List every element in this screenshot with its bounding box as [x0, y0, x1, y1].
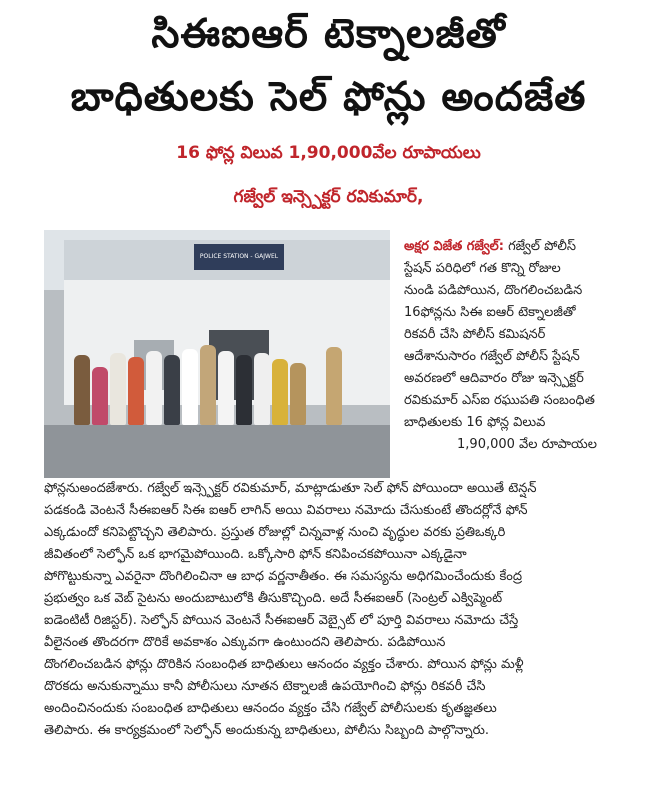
photo-person: [128, 357, 144, 425]
photo-person: [200, 345, 216, 425]
article-line: పోగొట్టుకున్నా ఎవరైనా దొంగిలించినా ఆ బాధ వర్ణనాతీతం. ఈ సమస్యను అధిగమించేందుకు కేంద్ర: [44, 569, 523, 584]
article-lead: అక్షర విజేత గజ్వేల్:: [404, 239, 504, 254]
article-line: [404, 236, 650, 258]
photo-person: [182, 349, 198, 425]
article-line: అందించినందుకు సంబంధిత బాధితులు ఆనందం వ్యక్తం చేసి గజ్వేల్ పోలీసులకు కృతజ్ఞతలు: [44, 701, 497, 716]
article-line: జీవితంలో సెల్ఫోన్ ఒక భాగమైపోయింది. ఒక్కోసారి ఫోన్ కనిపించకపోయినా ఎక్కడైనా: [44, 547, 467, 562]
article-line: ఆదేశానుసారం గజ్వేల్ పోలీస్ స్టేషన్: [404, 349, 580, 364]
article-line-text: గజ్వేల్ పోలీస్: [503, 239, 577, 254]
article-right-column: [404, 236, 650, 456]
article-line: ఫోన్లనుఅందజేశారు. గజ్వేల్ ఇన్స్పెక్టర్ రవికుమార్, మాట్లాడుతూ సెల్ ఫోన్ పోయిందా అయితే టెన్షన్: [44, 481, 537, 496]
article-line: రవికుమార్ ఎస్ఐ రఘుపతి సంబంధిత: [404, 393, 595, 408]
article-full-width: [44, 478, 650, 742]
article-line: ఐడెంటిటీ రిజిస్టర్). సెల్ఫోన్ పోయిన వెంటనే సీఈఐఆర్ వెబ్సైట్ లో పూర్తి వివరాలు నమోదు చేస్తే: [44, 613, 519, 628]
news-photo: [44, 230, 390, 478]
article-line: అవరణలో ఆదివారం రోజు ఇన్స్పెక్టర్: [404, 371, 584, 386]
article-line: బాధితులకు 16 ఫోన్ల విలువ: [404, 415, 546, 430]
subheading-phone-value: 16 ఫోన్ల విలువ 1,90,000వేల రూపాయలు: [176, 143, 481, 163]
article-line: వీలైనంత తొందరగా దొరికే అవకాశం ఎక్కువగా ఉంటుందని తెలిపారు. పడిపోయిన: [44, 635, 446, 650]
article-line: నుండి పడిపోయిన, దొంగలించబడిన: [404, 283, 583, 298]
photo-person: [164, 355, 180, 425]
article-line: తెలిపారు. ఈ కార్యక్రమంలో సెల్ఫోన్ అందుకున్న బాధితులు, పోలీసు సిబ్బంది పాల్గొన్నారు.: [44, 723, 490, 738]
article-line: ప్రభుత్వం ఒక వెబ్ సైటను అందుబాటులోకి తీసుకొచ్చింది. అదే సీఈఐఆర్ (సెంట్రల్ ఎక్విప్మెంట్: [44, 591, 503, 606]
article-line: రికవరీ చేసి పోలీస్ కమిషనర్: [404, 327, 546, 342]
photo-person: [92, 367, 108, 425]
photo-police-station-sign: POLICE STATION - GAJWEL: [194, 244, 284, 270]
photo-person: [290, 363, 306, 425]
article-line: పడకండి వెంటనే సీఈఐఆర్ సిఈ ఐఆర్ లాగిన్ అయి వివరాలు నమోదు చేసుకుంటే తొందర్లోనే ఫోన్: [44, 503, 528, 518]
photo-group-of-people: [74, 345, 354, 435]
photo-person: [272, 359, 288, 425]
photo-person: [236, 355, 252, 425]
article-line: దొంగలించబడిన ఫోన్లు దొరికిన సంబంధిత బాధితులు ఆనందం వ్యక్తం చేశారు. పోయిన ఫోన్లు మళ్లీ: [44, 657, 524, 672]
headline-line-1: సిఈఐఆర్ టెక్నాలజీతో: [151, 11, 506, 57]
article-line: దొరకదు అనుకున్నాము కానీ పోలీసులు నూతన టెక్నాలజీ ఉపయోగించి ఫోన్లు రికవరీ చేసి: [44, 679, 486, 694]
photo-person: [254, 353, 270, 425]
article-line: 1,90,000 వేల రూపాయల: [457, 437, 597, 452]
photo-person: [74, 355, 90, 425]
headline-line-2: బాధితులకు సెల్ ఫోన్లు అందజేత: [70, 74, 587, 120]
photo-person: [326, 347, 342, 425]
photo-person: [146, 351, 162, 425]
photo-person: [218, 351, 234, 425]
article-line: స్టేషన్ పరిధిలో గత కొన్ని రోజుల: [404, 261, 561, 276]
photo-person: [110, 353, 126, 425]
subheading-inspector: గజ్వేల్ ఇన్స్పెక్టర్ రవికుమార్,: [233, 187, 424, 207]
article-line: ఎక్కడుందో కనిపెట్టొచ్చని తెలిపారు. ప్రస్తుత రోజుల్లో చిన్నవాళ్ల నుంచి వృద్ధుల వరకు ప్రతిఒక్కరి: [44, 525, 506, 540]
article-line: 16ఫోన్లను సిఈ ఐఆర్ టెక్నాలజీతో: [404, 305, 576, 320]
